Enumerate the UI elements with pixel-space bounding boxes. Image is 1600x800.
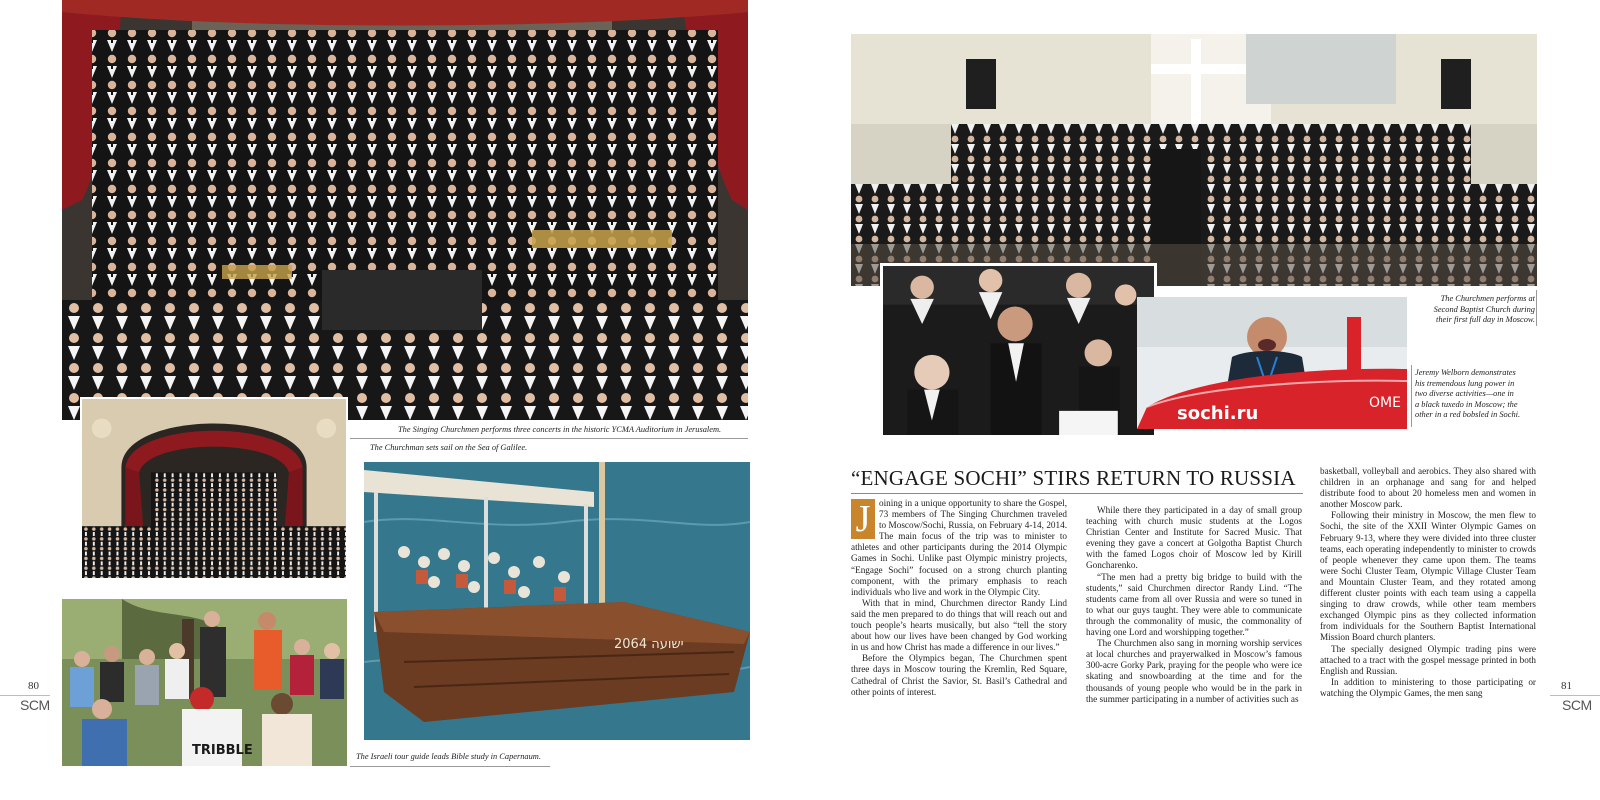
article-column-2 [1086, 505, 1302, 705]
moscow-church-photo [851, 34, 1537, 286]
choir-jerusalem-photo [62, 0, 748, 420]
article-paragraph: The specially designed Olympic trading pins were attached to a tract with the gospel message printed in both English and Russian. [1320, 643, 1536, 676]
caption-capernaum: The Israeli tour guide leads Bible study in Capernaum. [356, 752, 541, 761]
page-number-left: 80 [28, 680, 39, 692]
tuxedo-singer-photo [880, 263, 1157, 438]
article-paragraph: basketball, volleyball and aerobics. They also shared with children in an orphanage and sang for and helped distribute food to about 20 homeless men and women in another Moscow park. [1320, 466, 1536, 510]
folio-rule-left [0, 695, 50, 696]
caption-line: other in a red bobsled in Sochi. [1415, 410, 1521, 419]
magazine-logo-left: SCM [20, 697, 50, 713]
page-number-right: 81 [1561, 680, 1572, 692]
article-paragraph: With that in mind, Churchmen director Randy Lind said the men prepared to do things that will reach out and touch people’s hearts musically, but also “tell the story about how our lives have been changed by God working in us and how Christ has made a difference in our lives.” [851, 597, 1067, 653]
cap-text: TRIBBLE [192, 743, 253, 758]
caption-moscow [1390, 294, 1535, 326]
galilee-boat-photo [364, 462, 750, 740]
caption-rule [350, 766, 550, 767]
article-paragraph: “The men had a pretty big bridge to build with the students,” said Churchmen director Randy Lind. “The students came from all over Russia and were so tuned in to what our guys taught. They were able to communicate through the commonality of music, the commonality of having one Lord and worshipping together.” [1086, 571, 1302, 638]
caption-line: two diverse activities—one in [1415, 389, 1514, 398]
caption-welborn [1415, 368, 1550, 421]
caption-rule-vertical [1536, 290, 1537, 326]
article-paragraph: Before the Olympics began, The Churchmen spent three days in Moscow touring the Kremlin, Red Square, Cathedral of Christ the Savior, St. Basil’s Cathedral and other points of interest. [851, 653, 1067, 697]
dropcap-letter: J [851, 499, 875, 539]
bobsled-text: sochi.ru [1177, 403, 1259, 424]
caption-rule-vertical [1411, 365, 1412, 427]
headline-rule [851, 493, 1303, 494]
caption-rule [350, 438, 748, 439]
caption-line: Second Baptist Church during [1433, 304, 1535, 314]
caption-jerusalem: The Singing Churchmen performs three concerts in the historic YCMA Auditorium in Jerusalem. [398, 425, 722, 434]
article-paragraph: oining in a unique opportunity to share the Gospel, 73 members of The Singing Churchmen traveled to Moscow/Sochi, Russia, on February 4-14, 2014. The main focus of the trip was to minister to athletes and other participants during the 2014 Olympic Games in Sochi. Unlike past Olympic ministry projects, “Engage Sochi” focused on a strong church planting component, with the primary emphasis to reach individuals who live and work in the Olympic City. [851, 498, 1067, 597]
magazine-logo-right: SCM [1562, 697, 1592, 713]
article-column-1 [851, 498, 1067, 698]
caption-line: a black tuxedo in Moscow; the [1415, 399, 1518, 409]
boat-name-text: ישועה 2064 [614, 637, 684, 652]
article-headline: “ENGAGE SOCHI” STIRS RETURN TO RUSSIA [851, 466, 1296, 490]
article-paragraph: While there they participated in a day of small group teaching with church music students at the Logos Christian Center and Institute for Sacred Music. That evening they gave a concert at Golgotha Baptist Church with the famed Logos choir of Moscow led by Kirill Goncharenko. [1086, 505, 1302, 571]
caption-line: Jeremy Welborn demonstrates [1415, 368, 1516, 377]
capernaum-study-photo [62, 599, 347, 766]
article-paragraph: In addition to ministering to those participating or watching the Olympic Games, the men sang [1320, 676, 1536, 698]
article-paragraph: The Churchmen also sang in morning worship services at local churches and prayerwalked in Moscow’s famous 300-acre Gorky Park, praying for the people who were ice skating and snowboarding at the time and for the thousands of young people who would be in the park in the summer participating in a number of activities such as [1086, 638, 1302, 704]
auditorium-photo [80, 397, 348, 580]
caption-line: their first full day in Moscow. [1436, 315, 1535, 324]
bobsled-brand: OME [1369, 395, 1401, 411]
caption-galilee: The Churchman sets sail on the Sea of Galilee. [370, 443, 528, 452]
bobsled-photo [1137, 297, 1407, 429]
caption-line: his tremendous lung power in [1415, 378, 1515, 388]
folio-rule-right [1550, 695, 1600, 696]
article-column-3 [1320, 466, 1536, 699]
article-paragraph: Following their ministry in Moscow, the men flew to Sochi, the site of the XXII Winter Olympic Games on February 9-13, where they were divided into three cluster teams, each operating independently to minister to crowds of people whenever they came upon them. The teams were Sochi Cluster Team, Olympic Village Cluster Team and Mountain Cluster Team, and they rotated among different cluster points with each team using a cappella singing to draw crowds, while other team members exchanged Olympic pins as they collected information from individuals for the Southern Baptist International Mission Board church planters. [1320, 510, 1536, 643]
caption-line: The Churchmen performs at [1440, 294, 1535, 303]
